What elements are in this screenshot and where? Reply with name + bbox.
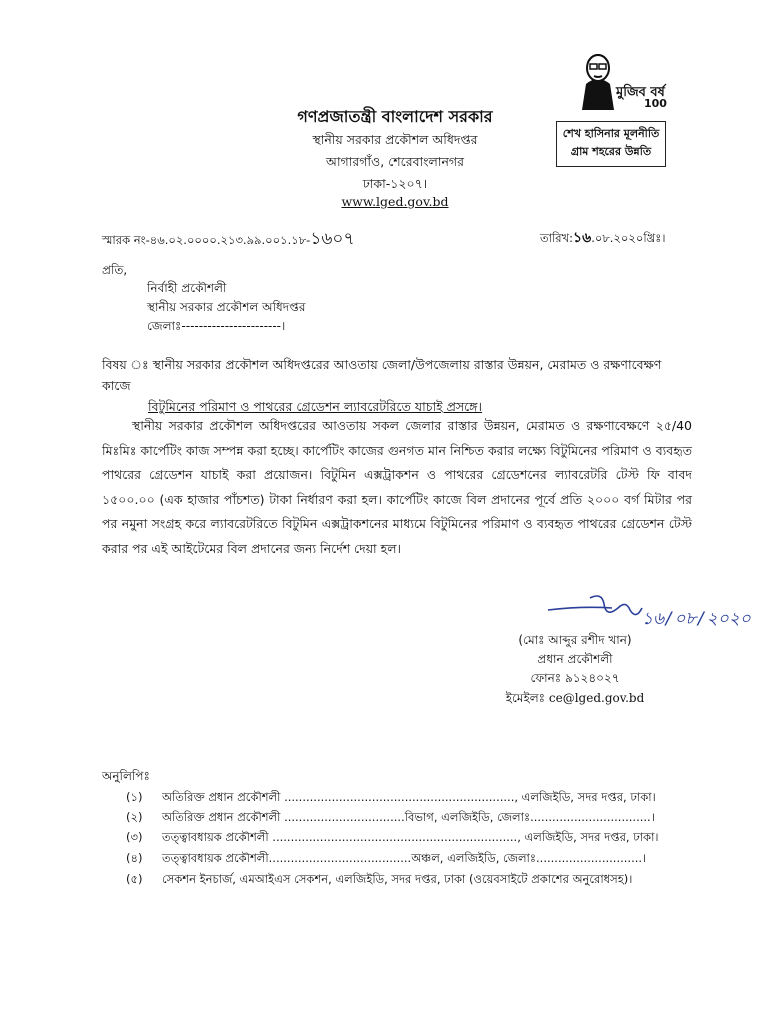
signatory-name: (মোঃ আব্দুর রশীদ খান): [518, 633, 632, 647]
logo-text: মুজিব বর্ষ: [616, 85, 665, 100]
copy-item-number: (৩): [126, 830, 143, 844]
handwritten-signature: [542, 588, 751, 638]
slogan-line-2: গ্রাম শহরের উন্নতি: [570, 145, 652, 158]
recipient-line-2: স্থানীয় সরকার প্রকৌশল অধিদপ্তর: [147, 300, 306, 314]
copy-item: [126, 871, 632, 890]
copy-item-text: তত্ত্বাবধায়ক প্রকৌশলী.......................................অঞ্চল, এলজিইডি, জেলাঃ.............................।: [162, 851, 647, 865]
date-rest: .০৮.২০২০খ্রিঃ।: [591, 231, 666, 245]
copy-item-text: অতিরিক্ত প্রধান প্রকৌশলী .................................বিভাগ, এলজিইডি, জেলাঃ.................................।: [162, 810, 655, 824]
copy-item-number: (১): [126, 790, 143, 804]
org-title: গণপ্রজাতন্ত্রী বাংলাদেশ সরকার: [297, 107, 493, 126]
recipient-line-1: নির্বাহী প্রকৌশলী: [147, 281, 227, 295]
portrait-icon: [572, 44, 670, 110]
website-link[interactable]: www.lged.gov.bd: [341, 194, 449, 209]
subject: [102, 354, 692, 417]
signatory-email: [450, 690, 700, 710]
to-label: প্রতি,: [102, 263, 128, 277]
address-line: আগারগাঁও, শেরেবাংলানগর: [325, 154, 465, 169]
email-address[interactable]: ce@lged.gov.bd: [548, 691, 645, 705]
copy-item-text: সেকশন ইনচার্জ, এমআইএস সেকশন, এলজিইডি, সদর দপ্তর, ঢাকা (ওয়েবসাইটে প্রকাশের অনুরোধসহ)।: [162, 872, 633, 886]
copy-item: [126, 789, 656, 808]
memo-handwritten-number: ১৬০৭: [310, 229, 355, 249]
copy-item: [126, 850, 646, 869]
city-line: ঢাকা-১২০৭।: [362, 176, 428, 191]
signatory-title: প্রধান প্রকৌশলী: [537, 652, 613, 666]
copy-item-number: (৪): [126, 851, 143, 865]
recipient-line-3: জেলাঃ-----------------------।: [147, 319, 286, 333]
date-label: তারিখ:: [540, 231, 574, 245]
letter-date: [540, 226, 665, 250]
copy-item-number: (৫): [126, 872, 143, 886]
copy-item-number: (২): [126, 810, 143, 824]
slogan-line-1: শেখ হাসিনার মূলনীতি: [562, 127, 660, 140]
copy-item-text: তত্ত্বাবধায়ক প্রকৌশলী ..................................................................., এলজিইডি, সদর দপ্তর, ঢাকা।: [162, 830, 659, 844]
dept-name: স্থানীয় সরকার প্রকৌশল অধিদপ্তর: [312, 132, 478, 147]
subject-text-2: বিটুমিনের পরিমাণ ও পাথরের গ্রেডেশন ল্যাবরেটরিতে যাচাই প্রসঙ্গে।: [148, 399, 482, 414]
slogan-box: [556, 121, 666, 167]
date-handwritten-day: ১৬: [573, 230, 592, 246]
copies-title: অনুলিপিঃ: [102, 769, 150, 783]
logo-number: 100: [644, 97, 667, 110]
copy-item: [126, 809, 655, 828]
signatory-phone: ফোনঃ ৯১২৪০২৭: [530, 671, 620, 685]
memo-label: স্মারক নং-৪৬.০২.০০০০.২১৩.৯৯.০০১.১৮-: [102, 233, 311, 247]
signature-icon: [542, 588, 751, 638]
body-paragraph: স্থানীয় সরকার প্রকৌশল অধিদপ্তরের আওতায় সকল জেলার রাস্তার উন্নয়ন, মেরামত ও রক্ষণাবেক্ষণে ২৫/40 মিঃমিঃ কার্পেটিং কাজ সম্পন্ন করা হচ্ছে। কার্পেটিং কাজের গুনগত মান নিশ্চিত করার লক্ষ্যে বিটুমিনের পরিমাণ ও ব্যবহৃত পাথরের গ্রেডেশন যাচাই করা প্রয়োজন। বিটুমিন এক্সট্রাকশন ও পাথরের গ্রেডেশনের ল্যাবরেটরি টেস্ট ফি বাবদ ১৫০০.০০ (এক হাজার পাঁচশত) টাকা নির্ধারণ করা হল। কার্পেটিং কাজে বিল প্রদানের পূর্বে প্রতি ২০০০ বর্গ মিটার পর পর নমুনা সংগ্রহ করে ল্যাবরেটরিতে বিটুমিন এক্সট্রাকশনের মাধ্যমে বিটুমিনের পরিমাণ ও ব্যবহৃত পাথরের গ্রেডেশন টেস্ট করার পর এই আইটেমের বিল প্রদানের জন্য নির্দেশ দেয়া হল।: [102, 418, 692, 556]
copy-item-text: অতিরিক্ত প্রধান প্রকৌশলী ..............................................................., এলজিইডি, সদর দপ্তর, ঢাকা।: [162, 790, 656, 804]
memo-number: [102, 226, 355, 254]
subject-label: বিষয় ঃ: [102, 357, 149, 372]
signature-date: ১৬/০৮/২০২০: [642, 609, 751, 629]
mujib-borsho-logo: [572, 44, 670, 110]
copy-item: [126, 829, 659, 848]
email-label: ইমেইলঃ: [505, 691, 546, 705]
subject-text-1: স্থানীয় সরকার প্রকৌশল অধিদপ্তরের আওতায় জেলা/উপজেলায় রাস্তার উন্নয়ন, মেরামত ও রক্ষণাবেক্ষণ কাজে: [102, 357, 662, 393]
